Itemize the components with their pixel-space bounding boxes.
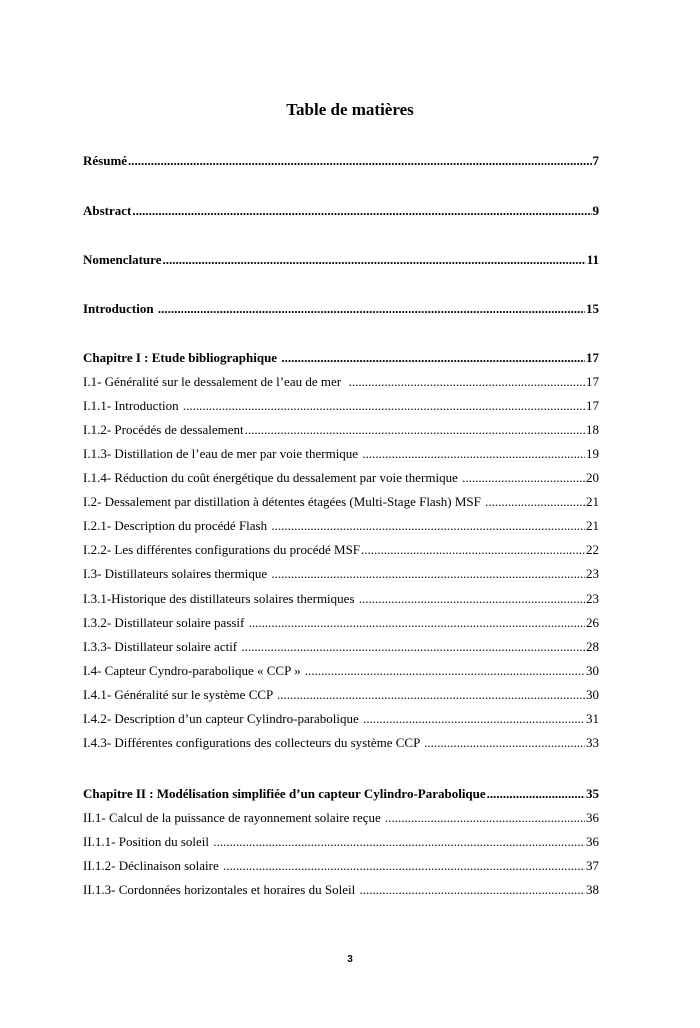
toc-entry[interactable]	[83, 398, 599, 418]
toc-entry-label: I.1.3- Distillation de l’eau de mer par voie thermique	[83, 446, 362, 461]
toc-entry-page: 23	[586, 591, 599, 606]
toc-entry-label: Nomenclature	[83, 252, 162, 267]
dot-leader	[359, 882, 585, 898]
toc-entry[interactable]	[83, 858, 599, 878]
dot-leader	[385, 810, 585, 826]
dot-leader	[245, 422, 585, 438]
toc-entry-page: 23	[586, 566, 599, 581]
toc-entry[interactable]	[83, 615, 599, 635]
toc-entry[interactable]	[83, 639, 599, 659]
toc-entry[interactable]	[83, 518, 599, 538]
toc-entry-page: 33	[586, 735, 599, 750]
toc-entry[interactable]	[83, 663, 599, 683]
dot-leader	[281, 350, 585, 366]
dot-leader	[362, 446, 585, 462]
toc-entry[interactable]	[83, 810, 599, 830]
toc-entry-page: 30	[586, 663, 599, 678]
dot-leader	[213, 834, 585, 850]
toc-entry-label: I.1.2- Procédés de dessalement	[83, 422, 244, 437]
toc-entry-page: 20	[586, 470, 599, 485]
toc-entry-introduction[interactable]	[83, 301, 599, 321]
toc-entry-page: 17	[586, 374, 599, 389]
toc-entry[interactable]	[83, 566, 599, 586]
toc-entry[interactable]	[83, 542, 599, 562]
toc-entry-label: II.1.3- Cordonnées horizontales et horaires du Soleil	[83, 882, 359, 897]
dot-leader	[462, 470, 585, 486]
toc-entry[interactable]	[83, 882, 599, 902]
toc-entry[interactable]	[83, 834, 599, 854]
dot-leader	[162, 252, 585, 268]
toc-entry[interactable]	[83, 735, 599, 755]
toc-entry[interactable]	[83, 446, 599, 466]
toc-entry-page: 22	[586, 542, 599, 557]
dot-leader	[363, 711, 585, 727]
toc-entry-page: 28	[586, 639, 599, 654]
toc-entry-label: I.3- Distillateurs solaires thermique	[83, 566, 271, 581]
toc-entry-page: 36	[586, 810, 599, 825]
toc-entry-page: 17	[586, 350, 599, 365]
toc-entry[interactable]	[83, 470, 599, 490]
dot-leader	[223, 858, 585, 874]
toc-entry-page: 31	[586, 711, 599, 726]
toc-entry[interactable]	[83, 374, 599, 394]
toc-entry-label: I.4.3- Différentes configurations des collecteurs du système CCP	[83, 735, 424, 750]
toc-entry-abstract[interactable]	[83, 203, 599, 223]
toc-entry-resume[interactable]	[83, 153, 599, 173]
toc-entry-label: I.2.2- Les différentes configurations du procédé MSF	[83, 542, 361, 557]
toc-entry-page: 17	[586, 398, 599, 413]
dot-leader	[271, 518, 585, 534]
toc-entry-label: I.3.3- Distillateur solaire actif	[83, 639, 241, 654]
toc-entry-label: I.4- Capteur Cyndro-parabolique « CCP »	[83, 663, 304, 678]
dot-leader	[359, 591, 585, 607]
toc-entry[interactable]	[83, 687, 599, 707]
dot-leader	[241, 639, 585, 655]
toc-entry-label: I.1- Généralité sur le dessalement de l’eau de mer	[83, 374, 348, 389]
dot-leader	[183, 398, 585, 414]
dot-leader	[158, 301, 585, 317]
toc-entry[interactable]	[83, 711, 599, 731]
toc-entry-label: I.1.4- Réduction du coût énergétique du dessalement par voie thermique	[83, 470, 462, 485]
toc-entry[interactable]	[83, 422, 599, 442]
dot-leader	[424, 735, 585, 751]
toc-entry[interactable]	[83, 494, 599, 514]
toc-entry-page: 35	[586, 786, 599, 801]
toc-entry-chapter-1[interactable]	[83, 350, 599, 370]
dot-leader	[305, 663, 585, 679]
toc-entry-label: I.2- Dessalement par distillation à détentes étagées (Multi-Stage Flash) MSF	[83, 494, 485, 509]
toc-entry-label: I.3.1-Historique des distillateurs solaires thermiques	[83, 591, 358, 606]
toc-entry-chapter-2[interactable]	[83, 786, 599, 806]
toc-entry-label: Abstract	[83, 203, 132, 218]
toc-entry-label: I.1.1- Introduction	[83, 398, 182, 413]
toc-entry-page: 11	[586, 252, 599, 267]
toc-entry-label: Chapitre II : Modélisation simplifiée d’un capteur Cylindro-Parabolique	[83, 786, 486, 801]
dot-leader	[271, 566, 585, 582]
toc-entry-page: 19	[586, 446, 599, 461]
dot-leader	[485, 494, 585, 510]
toc-entry-label: II.1.1- Position du soleil	[83, 834, 213, 849]
dot-leader	[361, 542, 585, 558]
toc-entry-label: II.1.2- Déclinaison solaire	[83, 858, 222, 873]
toc-entry-page: 26	[586, 615, 599, 630]
dot-leader	[487, 786, 585, 802]
toc-entry-page: 7	[592, 153, 599, 168]
toc-entry-page: 38	[586, 882, 599, 897]
dot-leader	[277, 687, 585, 703]
toc-entry-label: I.4.2- Description d’un capteur Cylindro-parabolique	[83, 711, 363, 726]
toc-entry-page: 21	[586, 494, 599, 509]
page-number: 3	[347, 954, 353, 965]
toc-entry-label: Résumé	[83, 153, 128, 168]
dot-leader	[128, 153, 591, 169]
toc-entry-label: I.3.2- Distillateur solaire passif	[83, 615, 248, 630]
toc-entry-label: Introduction	[83, 301, 157, 316]
toc-entry-label: I.2.1- Description du procédé Flash	[83, 518, 271, 533]
dot-leader	[349, 374, 585, 390]
toc-entry-page: 18	[586, 422, 599, 437]
toc-entry-page: 37	[586, 858, 599, 873]
toc-entry-page: 9	[592, 203, 599, 218]
toc-entry-nomenclature[interactable]	[83, 252, 599, 272]
dot-leader	[132, 203, 591, 219]
toc-entry-page: 36	[586, 834, 599, 849]
toc-entry-page: 30	[586, 687, 599, 702]
page-title: Table de matières	[286, 100, 414, 119]
toc-entry[interactable]	[83, 591, 599, 611]
toc-entry-label: I.4.1- Généralité sur le système CCP	[83, 687, 277, 702]
toc-entry-page: 21	[586, 518, 599, 533]
toc-entry-label: Chapitre I : Etude bibliographique	[83, 350, 281, 365]
toc-entry-label: II.1- Calcul de la puissance de rayonnement solaire reçue	[83, 810, 385, 825]
dot-leader	[249, 615, 585, 631]
toc-entry-page: 15	[586, 301, 599, 316]
